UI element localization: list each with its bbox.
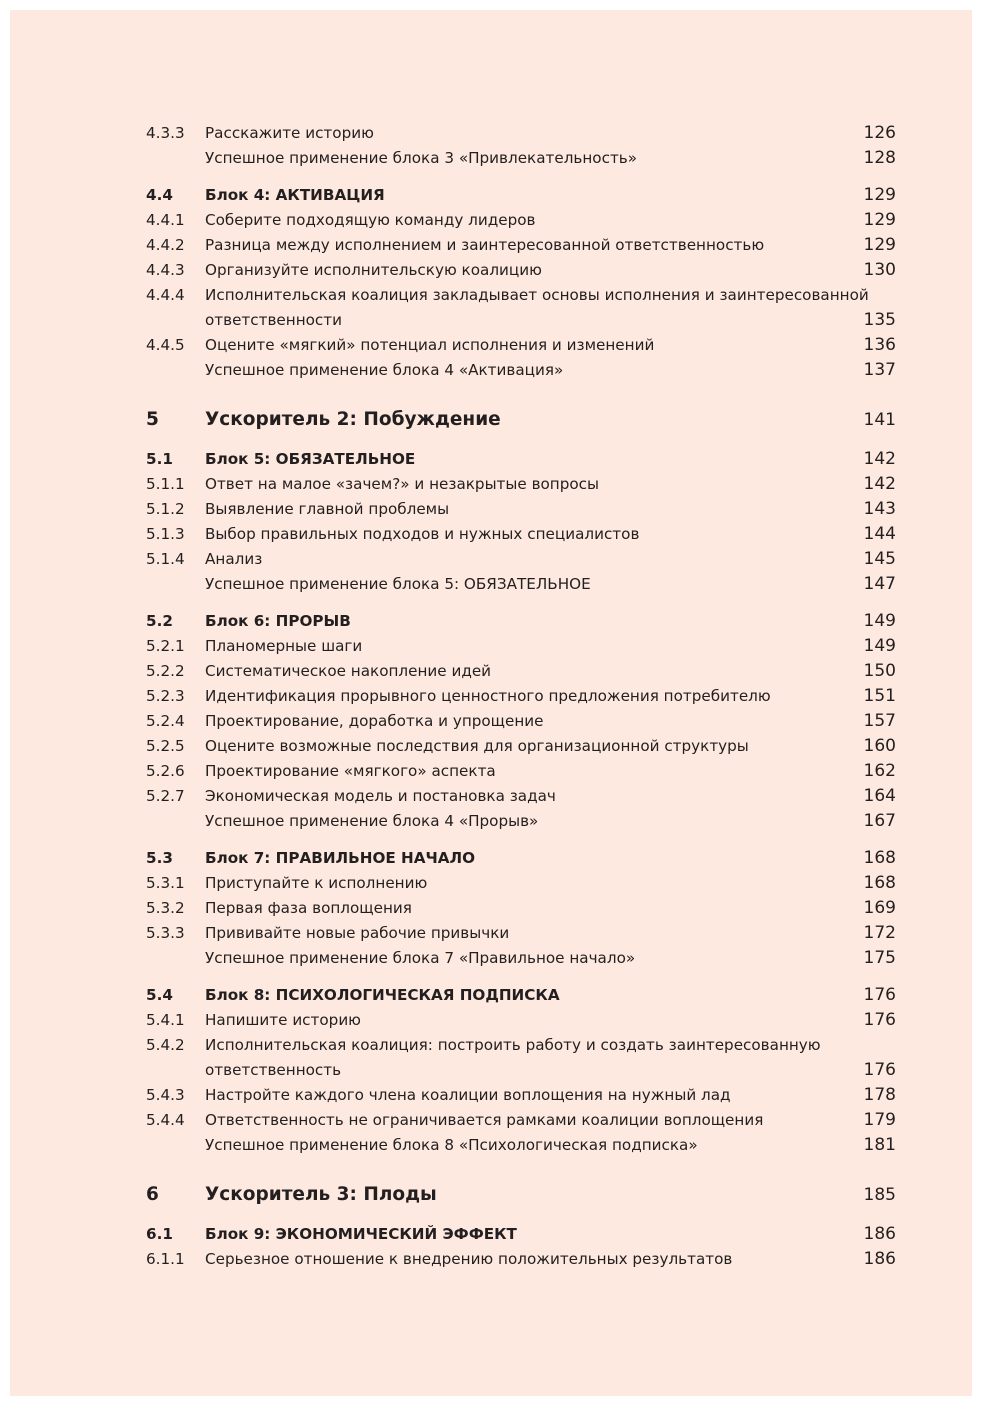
toc-title: Успешное применение блока 8 «Психологическая подписка»	[205, 1136, 698, 1154]
toc-title: Блок 4: АКТИВАЦИЯ	[205, 186, 385, 204]
toc-page-number: 167	[863, 811, 896, 831]
toc-title: Расскажите историю	[205, 124, 374, 142]
toc-number: 6	[146, 1184, 159, 1205]
toc-page-number: 136	[863, 335, 896, 355]
toc-entry[interactable]	[10, 784, 972, 809]
toc-number: 4.4.5	[146, 336, 185, 354]
toc-number: 5.2	[146, 612, 173, 630]
toc-title: Проектирование, доработка и упрощение	[205, 712, 544, 730]
toc-number: 5.2.1	[146, 637, 185, 655]
toc-number: 4.4.1	[146, 211, 185, 229]
toc-title: Выбор правильных подходов и нужных специалистов	[205, 525, 640, 543]
toc-page-number: 149	[863, 611, 896, 631]
toc-entry[interactable]	[10, 146, 972, 171]
toc-entry[interactable]	[10, 709, 972, 734]
toc-number: 5.3.3	[146, 924, 185, 942]
toc-entry[interactable]	[10, 921, 972, 946]
toc-number: 5.2.6	[146, 762, 185, 780]
toc-page-number: 144	[863, 524, 896, 544]
toc-section[interactable]	[10, 609, 972, 634]
toc-entry[interactable]	[10, 659, 972, 684]
toc-page-number: 143	[863, 499, 896, 519]
toc-section[interactable]	[10, 183, 972, 208]
toc-entry[interactable]	[10, 1058, 972, 1083]
toc-entry[interactable]	[10, 634, 972, 659]
toc-title: Оцените возможные последствия для организационной структуры	[205, 737, 749, 755]
toc-page-number: 137	[863, 360, 896, 380]
toc-number: 5.1.2	[146, 500, 185, 518]
toc-number: 5.1.4	[146, 550, 185, 568]
toc-entry[interactable]	[10, 208, 972, 233]
toc-page-number: 169	[863, 898, 896, 918]
toc-entry[interactable]	[10, 1133, 972, 1158]
toc-number: 5.1.1	[146, 475, 185, 493]
toc-number: 5.4	[146, 986, 173, 1004]
toc-title: Блок 6: ПРОРЫВ	[205, 612, 351, 630]
toc-page-number: 147	[863, 574, 896, 594]
toc-title: Успешное применение блока 4 «Прорыв»	[205, 812, 539, 830]
toc-entry[interactable]	[10, 522, 972, 547]
toc-entry[interactable]	[10, 472, 972, 497]
toc-entry[interactable]	[10, 233, 972, 258]
toc-number: 5.3.2	[146, 899, 185, 917]
toc-title: Анализ	[205, 550, 263, 568]
toc-number: 5.3	[146, 849, 173, 867]
toc-title: Приступайте к исполнению	[205, 874, 428, 892]
toc-number: 5.4.4	[146, 1111, 185, 1129]
toc-title: Соберите подходящую команду лидеров	[205, 211, 536, 229]
toc-number: 4.4.3	[146, 261, 185, 279]
toc-title: Блок 5: ОБЯЗАТЕЛЬНОЕ	[205, 450, 416, 468]
toc-page-number: 164	[863, 786, 896, 806]
toc-page-number: 162	[863, 761, 896, 781]
toc-title: Успешное применение блока 4 «Активация»	[205, 361, 564, 379]
toc-page-number: 176	[863, 1010, 896, 1030]
toc-number: 5	[146, 409, 159, 430]
toc-title: Оцените «мягкий» потенциал исполнения и изменений	[205, 336, 655, 354]
toc-page-number: 176	[863, 1060, 896, 1080]
toc-page-number: 168	[863, 848, 896, 868]
toc-number: 5.4.2	[146, 1036, 185, 1054]
toc-entry[interactable]	[10, 258, 972, 283]
toc-number: 5.4.1	[146, 1011, 185, 1029]
toc-entry[interactable]	[10, 308, 972, 333]
toc-page-number: 186	[863, 1249, 896, 1269]
toc-page-number: 176	[863, 985, 896, 1005]
toc-section[interactable]	[10, 846, 972, 871]
table-of-contents	[10, 121, 972, 1272]
toc-title: Исполнительская коалиция закладывает основы исполнения и заинтересованной	[205, 286, 869, 304]
toc-title: ответственность	[205, 1061, 342, 1079]
toc-entry[interactable]	[10, 1008, 972, 1033]
toc-title: Прививайте новые рабочие привычки	[205, 924, 510, 942]
toc-title: Успешное применение блока 3 «Привлекательность»	[205, 149, 638, 167]
toc-title: Серьезное отношение к внедрению положительных результатов	[205, 1250, 733, 1268]
toc-title: Блок 8: ПСИХОЛОГИЧЕСКАЯ ПОДПИСКА	[205, 986, 560, 1004]
toc-page-number: 157	[863, 711, 896, 731]
toc-entry[interactable]	[10, 121, 972, 146]
toc-title: Блок 9: ЭКОНОМИЧЕСКИЙ ЭФФЕКТ	[205, 1225, 517, 1243]
toc-title: Разница между исполнением и заинтересованной ответственностью	[205, 236, 765, 254]
toc-title: Проектирование «мягкого» аспекта	[205, 762, 496, 780]
toc-entry[interactable]	[10, 896, 972, 921]
toc-entry[interactable]	[10, 572, 972, 597]
toc-title: Систематическое накопление идей	[205, 662, 492, 680]
book-page	[10, 10, 972, 1396]
toc-number: 5.4.3	[146, 1086, 185, 1104]
toc-title: Планомерные шаги	[205, 637, 363, 655]
toc-page-number: 151	[863, 686, 896, 706]
toc-number: 6.1.1	[146, 1250, 185, 1268]
toc-title: Напишите историю	[205, 1011, 361, 1029]
toc-number: 5.2.3	[146, 687, 185, 705]
toc-page-number: 142	[863, 474, 896, 494]
toc-entry[interactable]	[10, 946, 972, 971]
toc-entry[interactable]	[10, 358, 972, 383]
toc-page-number: 186	[863, 1224, 896, 1244]
toc-entry[interactable]	[10, 1083, 972, 1108]
toc-title: Выявление главной проблемы	[205, 500, 450, 518]
toc-title: Успешное применение блока 7 «Правильное начало»	[205, 949, 636, 967]
toc-page-number: 129	[863, 235, 896, 255]
toc-title: Первая фаза воплощения	[205, 899, 412, 917]
toc-section[interactable]	[10, 1222, 972, 1247]
toc-page-number: 168	[863, 873, 896, 893]
toc-entry[interactable]	[10, 1033, 972, 1058]
toc-number: 6.1	[146, 1225, 173, 1243]
toc-section[interactable]	[10, 983, 972, 1008]
toc-title: Идентификация прорывного ценностного предложения потребителю	[205, 687, 771, 705]
toc-entry[interactable]	[10, 1247, 972, 1272]
toc-page-number: 185	[863, 1185, 896, 1205]
toc-number: 5.2.2	[146, 662, 185, 680]
toc-page-number: 142	[863, 449, 896, 469]
toc-title: Настройте каждого члена коалиции воплощения на нужный лад	[205, 1086, 731, 1104]
toc-title: Организуйте исполнительскую коалицию	[205, 261, 542, 279]
toc-number: 5.2.5	[146, 737, 185, 755]
toc-entry[interactable]	[10, 1108, 972, 1133]
toc-page-number: 141	[863, 410, 896, 430]
toc-number: 5.1	[146, 450, 173, 468]
toc-number: 4.4.2	[146, 236, 185, 254]
toc-page-number: 129	[863, 185, 896, 205]
toc-number: 4.3.3	[146, 124, 185, 142]
toc-entry[interactable]	[10, 684, 972, 709]
toc-page-number: 172	[863, 923, 896, 943]
toc-page-number: 178	[863, 1085, 896, 1105]
toc-entry[interactable]	[10, 283, 972, 308]
toc-number: 5.2.4	[146, 712, 185, 730]
toc-number: 5.1.3	[146, 525, 185, 543]
toc-chapter[interactable]	[10, 407, 972, 433]
toc-title: ответственности	[205, 311, 342, 329]
toc-number: 5.3.1	[146, 874, 185, 892]
toc-title: Ускоритель 3: Плоды	[205, 1184, 437, 1205]
toc-title: Блок 7: ПРАВИЛЬНОЕ НАЧАЛО	[205, 849, 476, 867]
toc-page-number: 181	[863, 1135, 896, 1155]
toc-entry[interactable]	[10, 547, 972, 572]
toc-entry[interactable]	[10, 871, 972, 896]
toc-title: Ответ на малое «зачем?» и незакрытые вопросы	[205, 475, 600, 493]
toc-entry[interactable]	[10, 759, 972, 784]
toc-page-number: 179	[863, 1110, 896, 1130]
toc-page-number: 150	[863, 661, 896, 681]
toc-entry[interactable]	[10, 734, 972, 759]
toc-title: Ответственность не ограничивается рамками коалиции воплощения	[205, 1111, 764, 1129]
toc-page-number: 145	[863, 549, 896, 569]
toc-title: Экономическая модель и постановка задач	[205, 787, 556, 805]
toc-number: 4.4.4	[146, 286, 185, 304]
toc-chapter[interactable]	[10, 1182, 972, 1208]
toc-page-number: 129	[863, 210, 896, 230]
toc-title: Исполнительская коалиция: построить работу и создать заинтересованную	[205, 1036, 821, 1054]
toc-title: Успешное применение блока 5: ОБЯЗАТЕЛЬНОЕ	[205, 575, 591, 593]
toc-number: 4.4	[146, 186, 173, 204]
toc-page-number: 130	[863, 260, 896, 280]
toc-title: Ускоритель 2: Побуждение	[205, 409, 501, 430]
toc-number: 5.2.7	[146, 787, 185, 805]
toc-entry[interactable]	[10, 333, 972, 358]
toc-page-number: 135	[863, 310, 896, 330]
toc-page-number: 149	[863, 636, 896, 656]
toc-page-number: 128	[863, 148, 896, 168]
toc-section[interactable]	[10, 447, 972, 472]
toc-page-number: 126	[863, 123, 896, 143]
toc-entry[interactable]	[10, 497, 972, 522]
toc-page-number: 160	[863, 736, 896, 756]
toc-page-number: 175	[863, 948, 896, 968]
toc-entry[interactable]	[10, 809, 972, 834]
